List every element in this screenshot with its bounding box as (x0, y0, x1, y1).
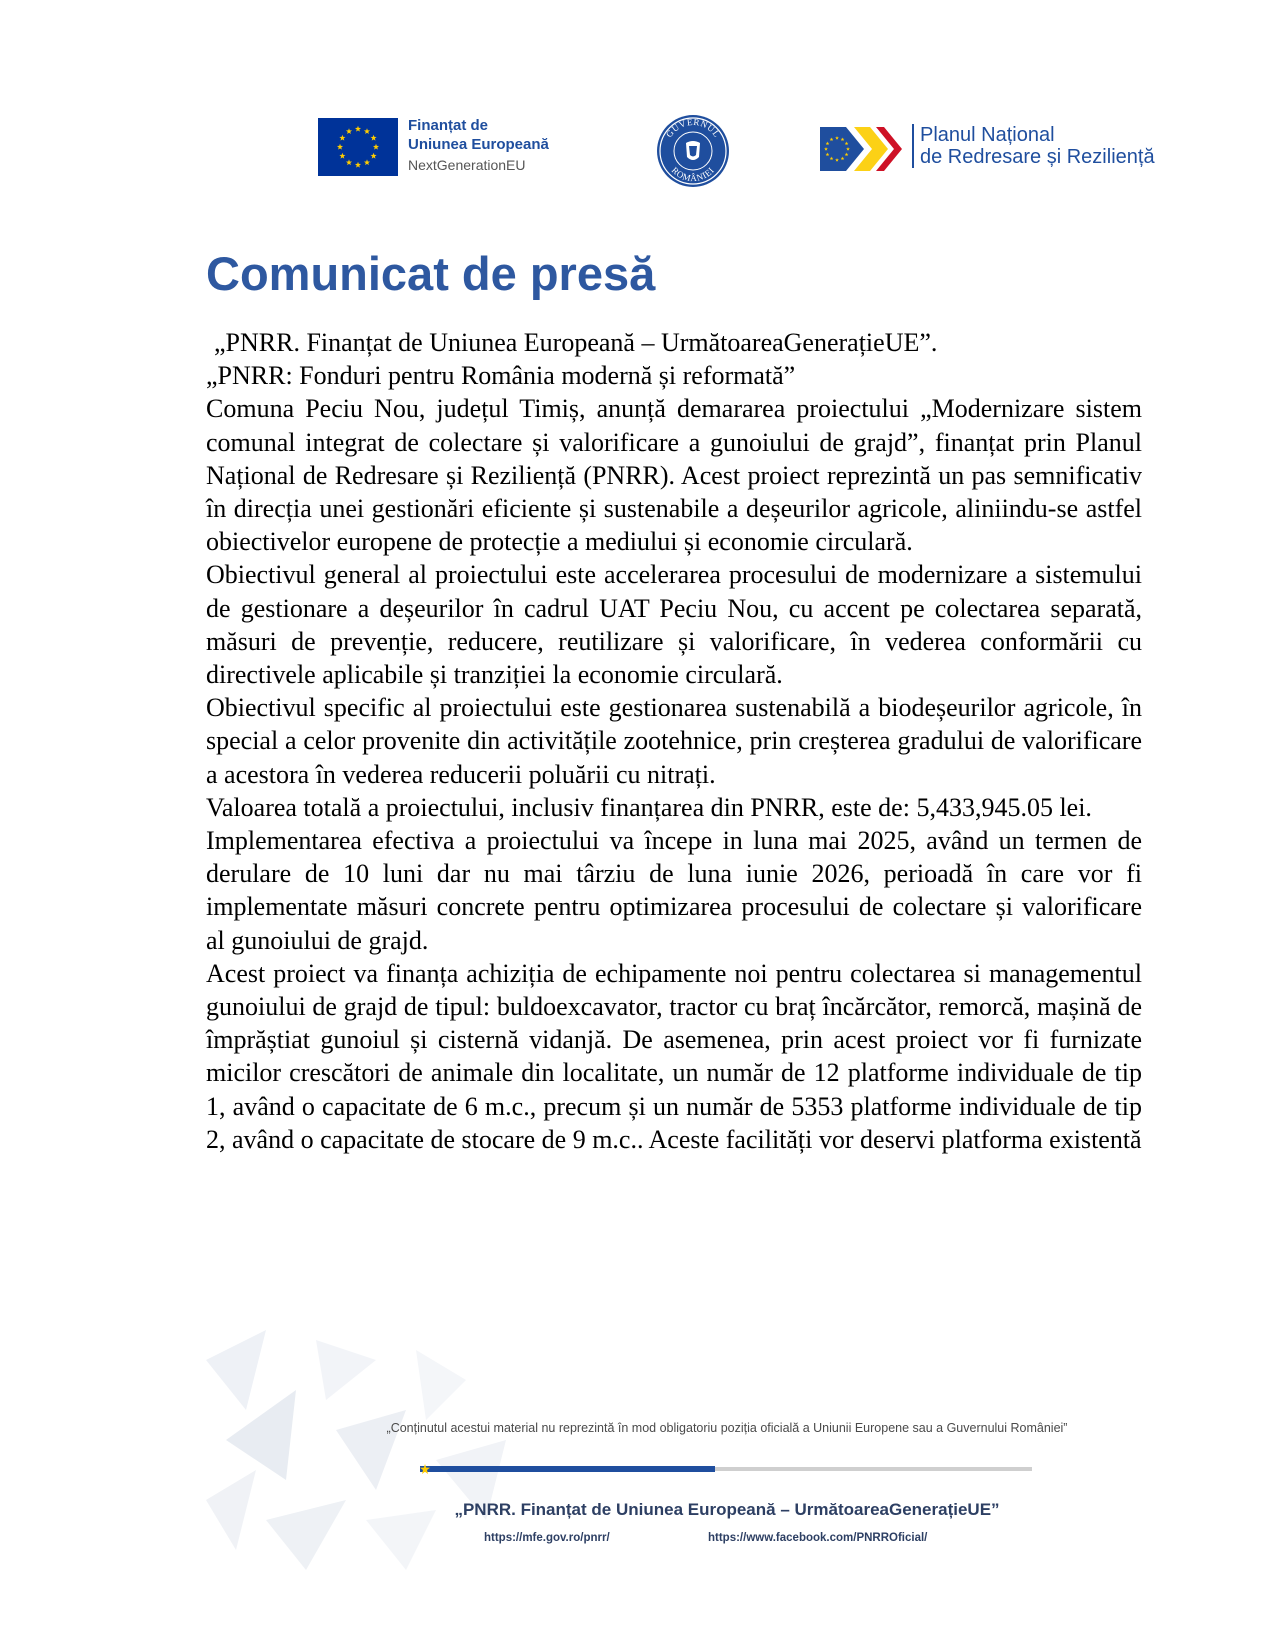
seal-text-top: GUVERNUL (663, 116, 723, 140)
press-release-body (206, 326, 1142, 1156)
guvernul-romaniei-seal-icon (655, 113, 731, 189)
paragraph-specific-objective: Obiectivul specific al proiectului este gestionarea sustenabilă a biodeșeurilor agricole, în special a celor provenite din activitățile zootehnice, prin creșterea gradului de valorificare a acestora în vederea reducerii poluării cu nitrați. (206, 693, 1142, 789)
slogan-line-1: „PNRR. Finanțat de Uniunea Europeană – UrmătoareaGenerațieUE”. (214, 328, 938, 357)
paragraph-implementation: Implementarea efectiva a proiectului va începe in luna mai 2025, având un termen de derulare de 10 luni dar nu mai târziu de luna iunie 2026, perioadă în care vor fi implementate măsuri concrete pentru optimizarea procesului de colectare și valorificare al gunoiului de grajd. (206, 826, 1142, 955)
seal-text-bottom: ROMÂNIEI (669, 164, 717, 184)
page-title: Comunicat de presă (206, 247, 656, 300)
footer-slogan: „PNRR. Finanțat de Uniunea Europeană – UrmătoareaGenerațieUE” (454, 1500, 1000, 1519)
footer-disclaimer: „Conținutul acestui material nu reprezintă în mod obligatoriu poziția oficială a Uniunii Europene sau a Guvernului României” (386, 1421, 1068, 1435)
pnrr-arrows-icon (820, 121, 904, 177)
footer-link-mfe[interactable]: https://mfe.gov.ro/pnrr/ (484, 1532, 610, 1544)
paragraph-total-value: Valoarea totală a proiectului, inclusiv finanțarea din PNRR, este de: 5,433,945.05 lei. (206, 792, 1092, 822)
footer-divider (420, 1466, 1032, 1472)
eu-funding-line3: NextGenerationEU (408, 157, 526, 173)
slogan-line-2: „PNRR: Fonduri pentru România modernă și reformată” (206, 361, 796, 391)
paragraph-general-objective: Obiectivul general al proiectului este accelerarea procesului de modernizare a sistemului de gestionare a deșeurilor în cadrul UAT Peciu Nou, cu accent pe colectarea separată, măsuri de prevenție, reducere, reutilizare și valorificare, în vederea conformării cu directivele aplicabile și tranziției la economie circulară. (206, 560, 1142, 690)
paragraph-equipment: Acest proiect va finanța achiziția de echipamente noi pentru colectarea si managementul gunoiului de grajd de tipul: buldoexcavator, tractor cu braț încărcător, remorcă, mașină de împrăștiat gunoiul și cisternă vidanjă. De asemenea, prin acest proiect vor fi furnizate micilor crescători de animale din localitate, un număr de 12 platforme individuale de tip 1, având o capacitate de 6 m.c., precum și un număr de 5353 platforme individuale de tip 2, având o capacitate de stocare de 9 m.c.. Aceste facilități vor deservi platforma existentă (206, 958, 1142, 1154)
eu-funding-line1: Finanțat de (408, 117, 489, 134)
pnrr-label (912, 124, 1210, 168)
eu-funding-label (408, 116, 618, 176)
footer-link-facebook[interactable]: https://www.facebook.com/PNRROficial/ (708, 1532, 928, 1544)
paragraph-intro: Comuna Peciu Nou, județul Timiș, anunță demararea proiectului „Modernizare sistem comunal integrat de colectare și valorificare a gunoiului de grajd”, finanțat prin Planul Național de Redresare și Reziliență (PNRR). Acest proiect reprezintă un pas semnificativ în direcția unei gestionări eficiente și sustenabile a deșeurilor agricole, aliniindu-se astfel obiectivelor europene de protecție a mediului și economie circulară. (206, 394, 1142, 557)
eu-flag-icon (318, 118, 398, 176)
eu-funding-line2: Uniunea Europeană (408, 136, 549, 153)
pnrr-label-line1: Planul Național (920, 124, 1055, 146)
footer-divider-star-icon (420, 1464, 430, 1474)
pnrr-label-line2: de Redresare și Reziliență (920, 146, 1155, 168)
